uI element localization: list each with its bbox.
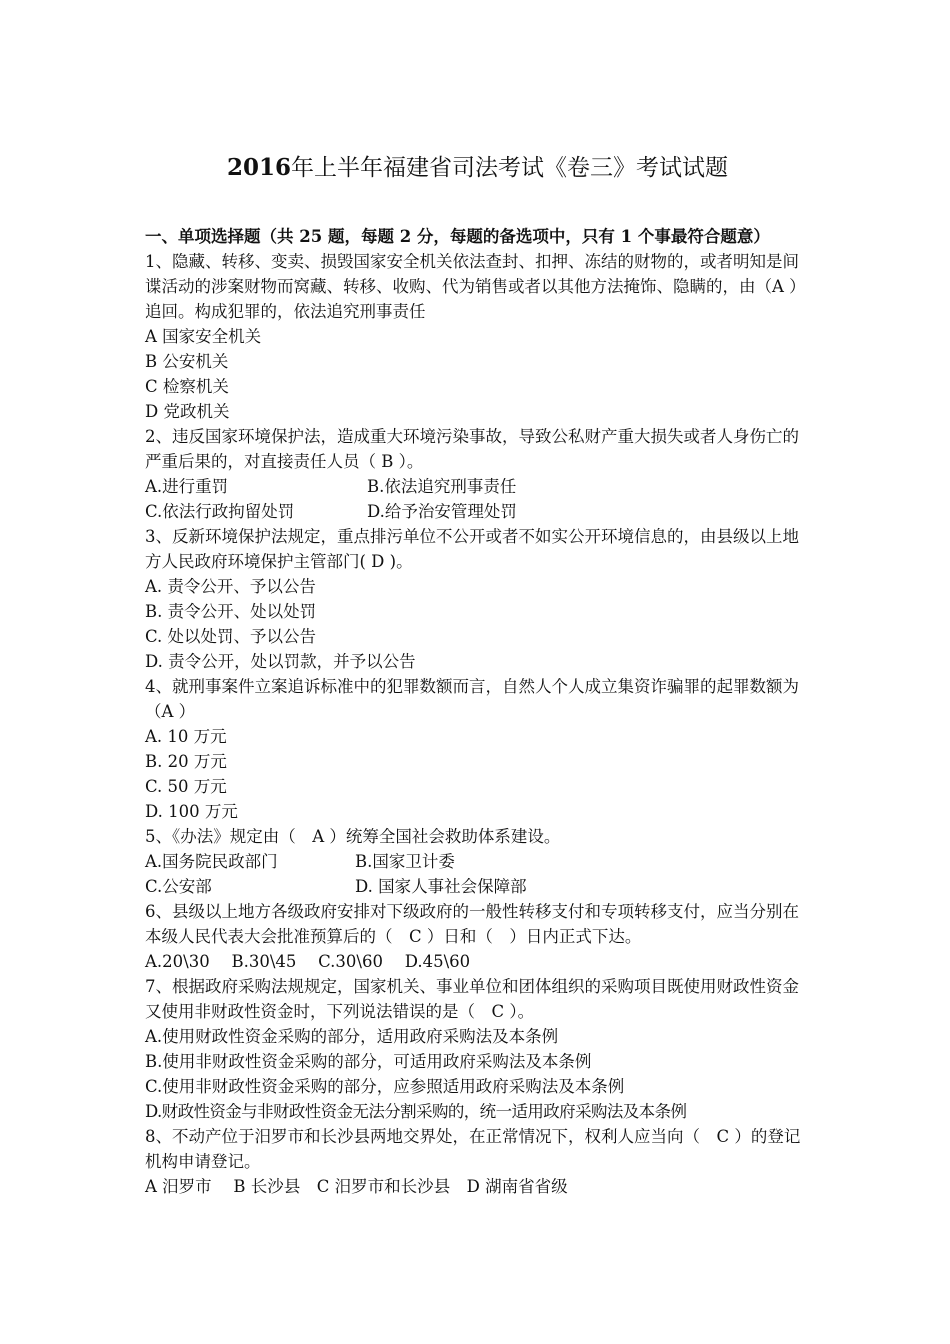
document-title — [145, 152, 810, 184]
question-3-option-a: A. 责令公开、予以公告 — [145, 577, 316, 596]
question-2-option-d: D.给予治安管理处罚 — [367, 502, 517, 521]
question-1-option-a: A 国家安全机关 — [145, 327, 262, 346]
question-3-option-b: B. 责令公开、处以处罚 — [145, 602, 317, 621]
question-5-option-b: B.国家卫计委 — [355, 852, 455, 871]
question-2-option-c: C.依法行政拘留处罚 — [145, 502, 295, 521]
document-body — [145, 224, 810, 1199]
question-7-option-c: C.使用非财政性资金采购的部分，应参照适用政府采购法及本条例 — [145, 1077, 625, 1096]
question-6-stem: 6、县级以上地方各级政府安排对下级政府的一般性转移支付和专项转移支付，应当分别在本级人民代表大会批准预算后的（ C ）日和（ ）日内正式下达。 — [145, 902, 799, 946]
question-1-option-d: D 党政机关 — [145, 402, 230, 421]
question-3-stem: 3、反新环境保护法规定，重点排污单位不公开或者不如实公开环境信息的，由县级以上地方人民政府环境保护主管部门( D )。 — [145, 527, 799, 571]
question-2-option-a: A.进行重罚 — [145, 477, 229, 496]
question-6-options: A.20\30 B.30\45 C.30\60 D.45\60 — [145, 952, 471, 971]
question-7-option-b: B.使用非财政性资金采购的部分，可适用政府采购法及本条例 — [145, 1052, 592, 1071]
question-5-option-a: A.国务院民政部门 — [145, 852, 278, 871]
title-text: 年上半年福建省司法考试《卷三》考试试题 — [291, 155, 728, 181]
question-1-stem: 1、隐藏、转移、变卖、损毁国家安全机关依法查封、扣押、冻结的财物的，或者明知是间谍活动的涉案财物而窝藏、转移、收购、代为销售或者以其他方法掩饰、隐瞒的，由（A ）追回。构成犯罪的，依法追究刑事责任 — [145, 252, 806, 321]
section-heading: 一、单项选择题（共 25 题，每题 2 分，每题的备选项中，只有 1 个事最符合题意） — [145, 227, 770, 246]
question-8-options: A 汨罗市 B 长沙县 C 汨罗市和长沙县 D 湖南省省级 — [145, 1177, 568, 1196]
question-7-stem: 7、根据政府采购法规规定，国家机关、事业单位和团体组织的采购项目既使用财政性资金又使用非财政性资金时，下列说法错误的是（ C ）。 — [145, 977, 799, 1021]
question-4-option-b: B. 20 万元 — [145, 752, 227, 771]
question-4-option-a: A. 10 万元 — [145, 727, 227, 746]
question-4-stem: 4、就刑事案件立案追诉标准中的犯罪数额而言，自然人个人成立集资诈骗罪的起罪数额为（A ） — [145, 677, 799, 721]
title-year: 2016 — [226, 154, 291, 181]
question-7-option-a: A.使用财政性资金采购的部分，适用政府采购法及本条例 — [145, 1027, 559, 1046]
question-5-options-row-2 — [145, 874, 810, 899]
question-2-options-row-2 — [145, 499, 810, 524]
question-7-option-d: D.财政性资金与非财政性资金无法分割采购的，统一适用政府采购法及本条例 — [145, 1102, 687, 1121]
question-5-options-row-1 — [145, 849, 810, 874]
question-8-stem: 8、不动产位于汨罗市和长沙县两地交界处，在正常情况下，权利人应当向（ C ）的登记机构申请登记。 — [145, 1127, 801, 1171]
question-1-option-c: C 检察机关 — [145, 377, 229, 396]
question-2-stem: 2、违反国家环境保护法，造成重大环境污染事故，导致公私财产重大损失或者人身伤亡的严重后果的，对直接责任人员（ B ）。 — [145, 427, 799, 471]
question-3-option-c: C. 处以处罚、予以公告 — [145, 627, 317, 646]
question-2-options-row-1 — [145, 474, 810, 499]
question-2-option-b: B.依法追究刑事责任 — [367, 477, 517, 496]
question-5-option-c: C.公安部 — [145, 877, 212, 896]
question-5-stem: 5、《办法》规定由（ A ）统筹全国社会救助体系建设。 — [145, 827, 561, 846]
question-5-option-d: D. 国家人事社会保障部 — [355, 877, 527, 896]
question-4-option-c: C. 50 万元 — [145, 777, 227, 796]
question-1-option-b: B 公安机关 — [145, 352, 229, 371]
question-4-option-d: D. 100 万元 — [145, 802, 238, 821]
question-3-option-d: D. 责令公开，处以罚款，并予以公告 — [145, 652, 416, 671]
